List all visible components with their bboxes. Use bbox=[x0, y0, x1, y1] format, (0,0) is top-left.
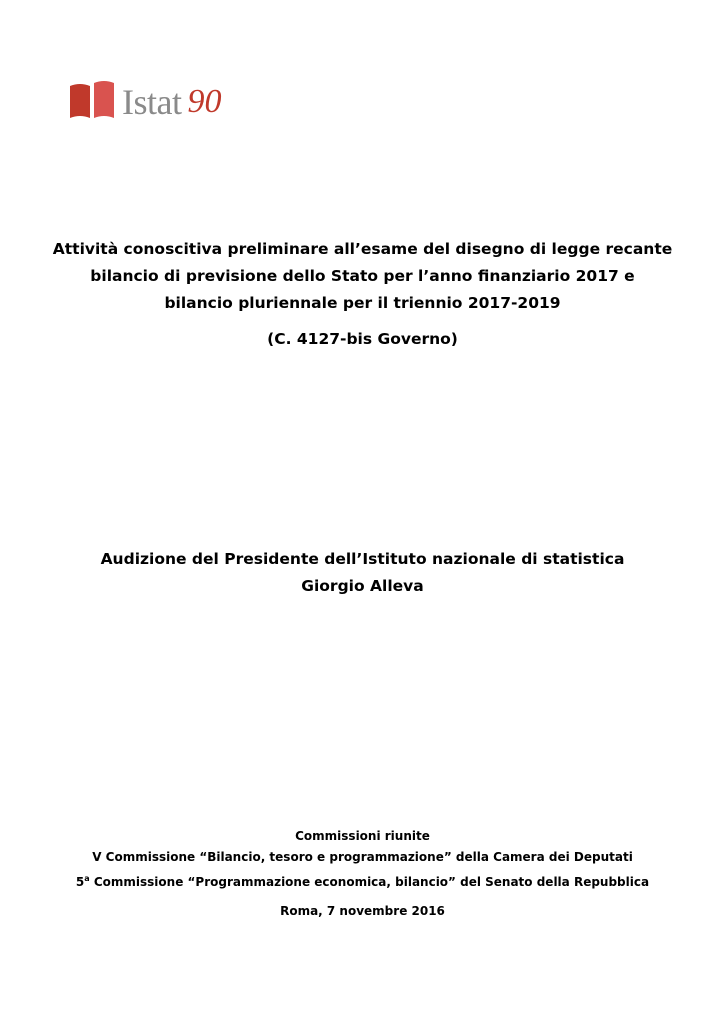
document-subtitle: (C. 4127-bis Governo) bbox=[267, 330, 458, 348]
logo-anniversary-number: 90 bbox=[187, 83, 222, 120]
audition-heading bbox=[0, 546, 725, 600]
istat-logo-mark-icon bbox=[68, 80, 118, 120]
title-line-1: Attività conoscitiva preliminare all’esame del disegno di legge recante bbox=[52, 240, 673, 258]
audition-line-1: Audizione del Presidente dell’Istituto nazionale di statistica bbox=[100, 550, 625, 568]
footer-commission-number: 5 bbox=[75, 875, 85, 889]
istat-logo bbox=[68, 80, 221, 120]
logo-wordmark: Istat bbox=[122, 82, 182, 122]
title-line-2: bilancio di previsione dello Stato per l’anno finanziario 2017 e bbox=[90, 267, 635, 285]
footer-date: Roma, 7 novembre 2016 bbox=[280, 904, 445, 918]
footer-commission-senate-text: Commissione “Programmazione economica, bilancio” del Senato della Repubblica bbox=[89, 875, 650, 889]
document-footer bbox=[0, 826, 725, 918]
footer-commissions: Commissioni riunite bbox=[295, 829, 430, 843]
title-line-3: bilancio pluriennale per il triennio 2017-2019 bbox=[164, 294, 561, 312]
footer-ordinal-suffix: a bbox=[84, 874, 90, 883]
footer-commission-chamber: V Commissione “Bilancio, tesoro e programmazione” della Camera dei Deputati bbox=[92, 850, 633, 864]
audition-presenter-name: Giorgio Alleva bbox=[301, 577, 424, 595]
footer-commission-senate bbox=[0, 868, 725, 893]
document-title bbox=[0, 236, 725, 317]
